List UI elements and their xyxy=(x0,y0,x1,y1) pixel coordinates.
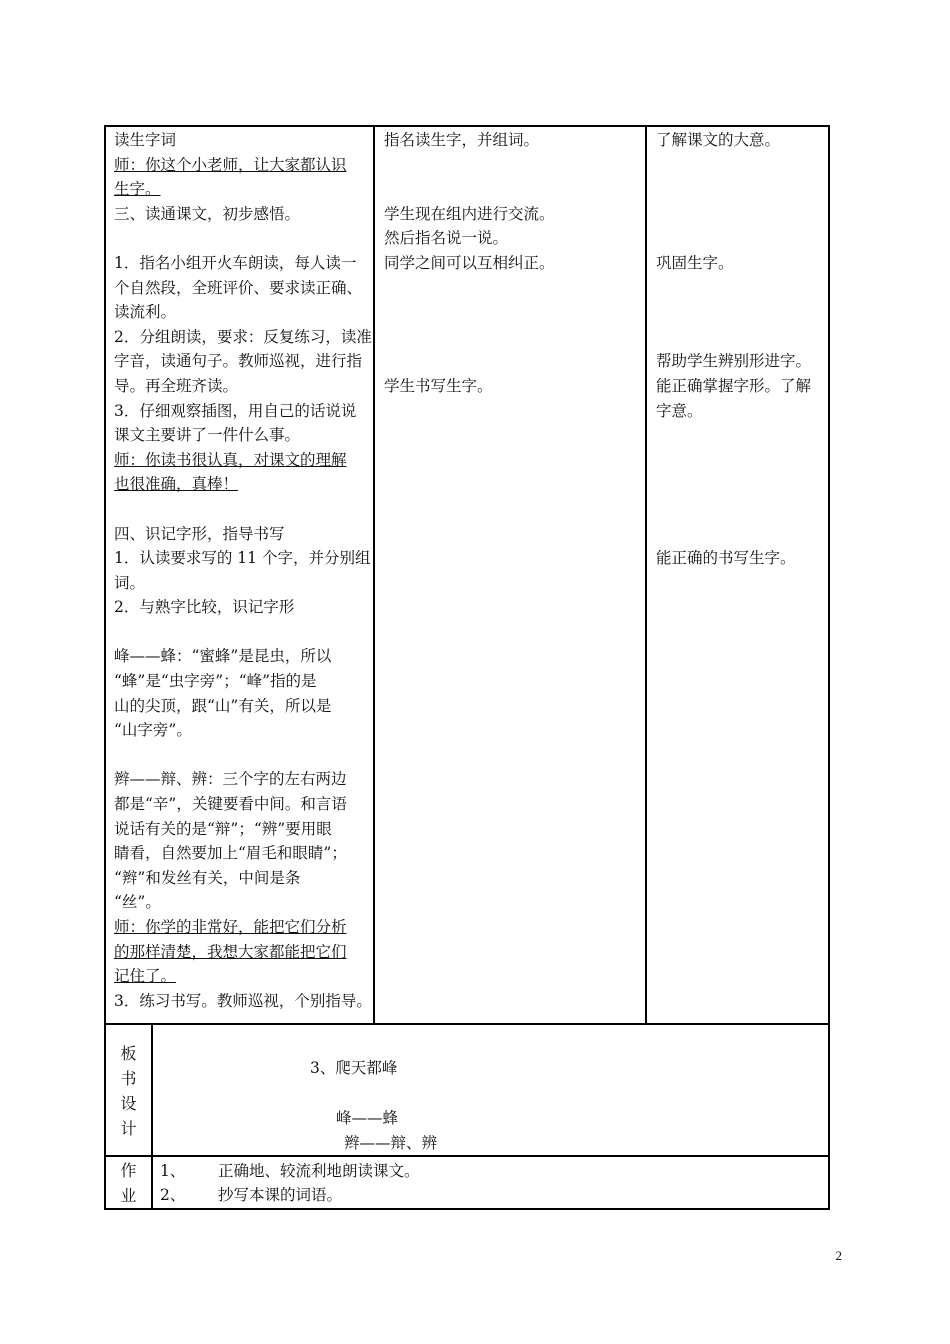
text-line xyxy=(384,300,642,325)
teacher-remark: 师：你这个小老师，让大家都认识 xyxy=(114,155,347,174)
text-line: 峰——蜂：“蜜蜂”是昆虫，所以 xyxy=(114,647,332,666)
text-line: 词。 xyxy=(114,573,146,592)
text-line xyxy=(656,448,828,473)
text-line: 然后指名说一说。 xyxy=(384,229,509,248)
text-line xyxy=(656,153,828,178)
row-divider-homework xyxy=(104,1155,830,1157)
text-line xyxy=(114,940,372,965)
text-line xyxy=(384,177,642,202)
text-line: 能正确掌握字形。了解 xyxy=(656,376,812,395)
text-line: “丝”。 xyxy=(114,893,161,912)
text-line: 导。再全班齐读。 xyxy=(114,376,239,395)
text-line: 1．认读要求写的 11 个字，并分别组 xyxy=(114,549,371,568)
text-line xyxy=(114,448,372,473)
text-line: 了解课文的大意。 xyxy=(656,131,781,149)
homework-label xyxy=(105,1158,152,1208)
text-line: 3．仔细观察插图，用自己的话说说 xyxy=(114,401,357,420)
text-line xyxy=(114,177,372,202)
text-line xyxy=(114,915,372,940)
board-label-char: 书 xyxy=(120,1069,137,1088)
text-line xyxy=(656,276,828,301)
text-line xyxy=(656,202,828,227)
text-line: 山的尖顶，跟“山”有关，所以是 xyxy=(114,696,332,715)
teacher-remark: 记住了。 xyxy=(114,967,177,986)
homework-item-2-num: 2、 xyxy=(160,1186,186,1204)
board-line-1: 峰——蜂 xyxy=(336,1109,399,1127)
text-line: 2．分组朗读，要求：反复练习，读准 xyxy=(114,327,372,346)
text-line xyxy=(114,620,372,645)
text-line: 3．练习书写。教师巡视，个别指导。 xyxy=(114,991,372,1010)
text-line: 读流利。 xyxy=(114,303,177,322)
text-line: 辫——辩、辨：三个字的左右两边 xyxy=(114,770,347,789)
text-line: 睛看，自然要加上“眉毛和眼睛”； xyxy=(114,844,347,863)
text-line: 个自然段，全班评价、要求读正确、 xyxy=(114,278,363,297)
text-line xyxy=(656,522,828,547)
board-line-2: 辫——辩、辨 xyxy=(344,1134,438,1152)
text-line: “辫”和发丝有关，中间是条 xyxy=(114,868,301,887)
text-line: “山字旁”。 xyxy=(114,721,192,740)
board-label-char: 板 xyxy=(120,1044,137,1063)
text-line: 学生现在组内进行交流。 xyxy=(384,204,555,223)
text-line xyxy=(384,276,642,301)
text-line xyxy=(114,472,372,497)
teacher-remark: 师：你读书很认真，对课文的理解 xyxy=(114,450,347,469)
board-label-char: 计 xyxy=(120,1119,137,1138)
row-divider-board xyxy=(104,1023,830,1025)
text-line xyxy=(656,423,828,448)
text-line: 巩固生字。 xyxy=(656,253,734,272)
text-line xyxy=(384,325,642,350)
text-line: “蜂”是“虫字旁”；“峰”指的是 xyxy=(114,672,317,691)
text-line xyxy=(114,743,372,768)
text-line: 说话有关的是“辩”；“辨”要用眼 xyxy=(114,819,332,838)
text-line: 学生书写生字。 xyxy=(384,376,493,395)
text-line: 课文主要讲了一件什么事。 xyxy=(114,426,301,445)
text-line: 字意。 xyxy=(656,401,703,420)
text-line: 三、读通课文，初步感悟。 xyxy=(114,204,301,223)
text-line: 1．指名小组开火车朗读，每人读一 xyxy=(114,253,357,272)
teacher-remark: 的那样清楚，我想大家都能把它们 xyxy=(114,942,347,961)
teacher-remark: 也很准确，真棒！ xyxy=(114,475,239,494)
text-line xyxy=(656,325,828,350)
homework-item-1-num: 1、 xyxy=(160,1162,186,1180)
board-design-label xyxy=(105,1041,152,1141)
text-line: 都是“辛”，关键要看中间。和言语 xyxy=(114,795,347,814)
teacher-remark: 生字。 xyxy=(114,180,161,199)
column-divider-1 xyxy=(373,125,375,1024)
text-line xyxy=(384,153,642,178)
homework-item-2-text: 抄写本课的词语。 xyxy=(218,1186,343,1204)
page-number: 2 xyxy=(835,1248,842,1263)
text-line: 读生字词 xyxy=(114,131,177,149)
homework-label-char: 业 xyxy=(120,1186,137,1205)
text-line: 指名读生字，并组词。 xyxy=(384,131,540,149)
column-divider-2 xyxy=(645,125,647,1024)
homework-label-char: 作 xyxy=(120,1161,137,1180)
teacher-activity-column xyxy=(114,128,372,1013)
text-line xyxy=(114,497,372,522)
text-line xyxy=(656,300,828,325)
text-line xyxy=(114,226,372,251)
text-line: 2．与熟字比较，识记字形 xyxy=(114,598,295,617)
text-line xyxy=(384,349,642,374)
text-line: 同学之间可以互相纠正。 xyxy=(384,253,555,272)
design-intent-column xyxy=(656,128,828,571)
text-line: 字音，读通句子。教师巡视，进行指 xyxy=(114,352,363,371)
board-title: 3、爬天都峰 xyxy=(310,1059,398,1077)
text-line xyxy=(656,472,828,497)
text-line xyxy=(656,226,828,251)
homework-item-1-text: 正确地、较流利地朗读课文。 xyxy=(218,1162,420,1180)
text-line xyxy=(656,497,828,522)
text-line: 四、识记字形，指导书写 xyxy=(114,524,285,543)
board-label-char: 设 xyxy=(120,1094,137,1113)
text-line: 能正确的书写生字。 xyxy=(656,549,796,568)
teacher-remark: 师：你学的非常好，能把它们分析 xyxy=(114,918,347,936)
text-line xyxy=(656,177,828,202)
student-activity-column xyxy=(384,128,642,399)
text-line xyxy=(114,964,372,989)
text-line: 帮助学生辨别形进字。 xyxy=(656,352,812,371)
text-line xyxy=(114,153,372,178)
